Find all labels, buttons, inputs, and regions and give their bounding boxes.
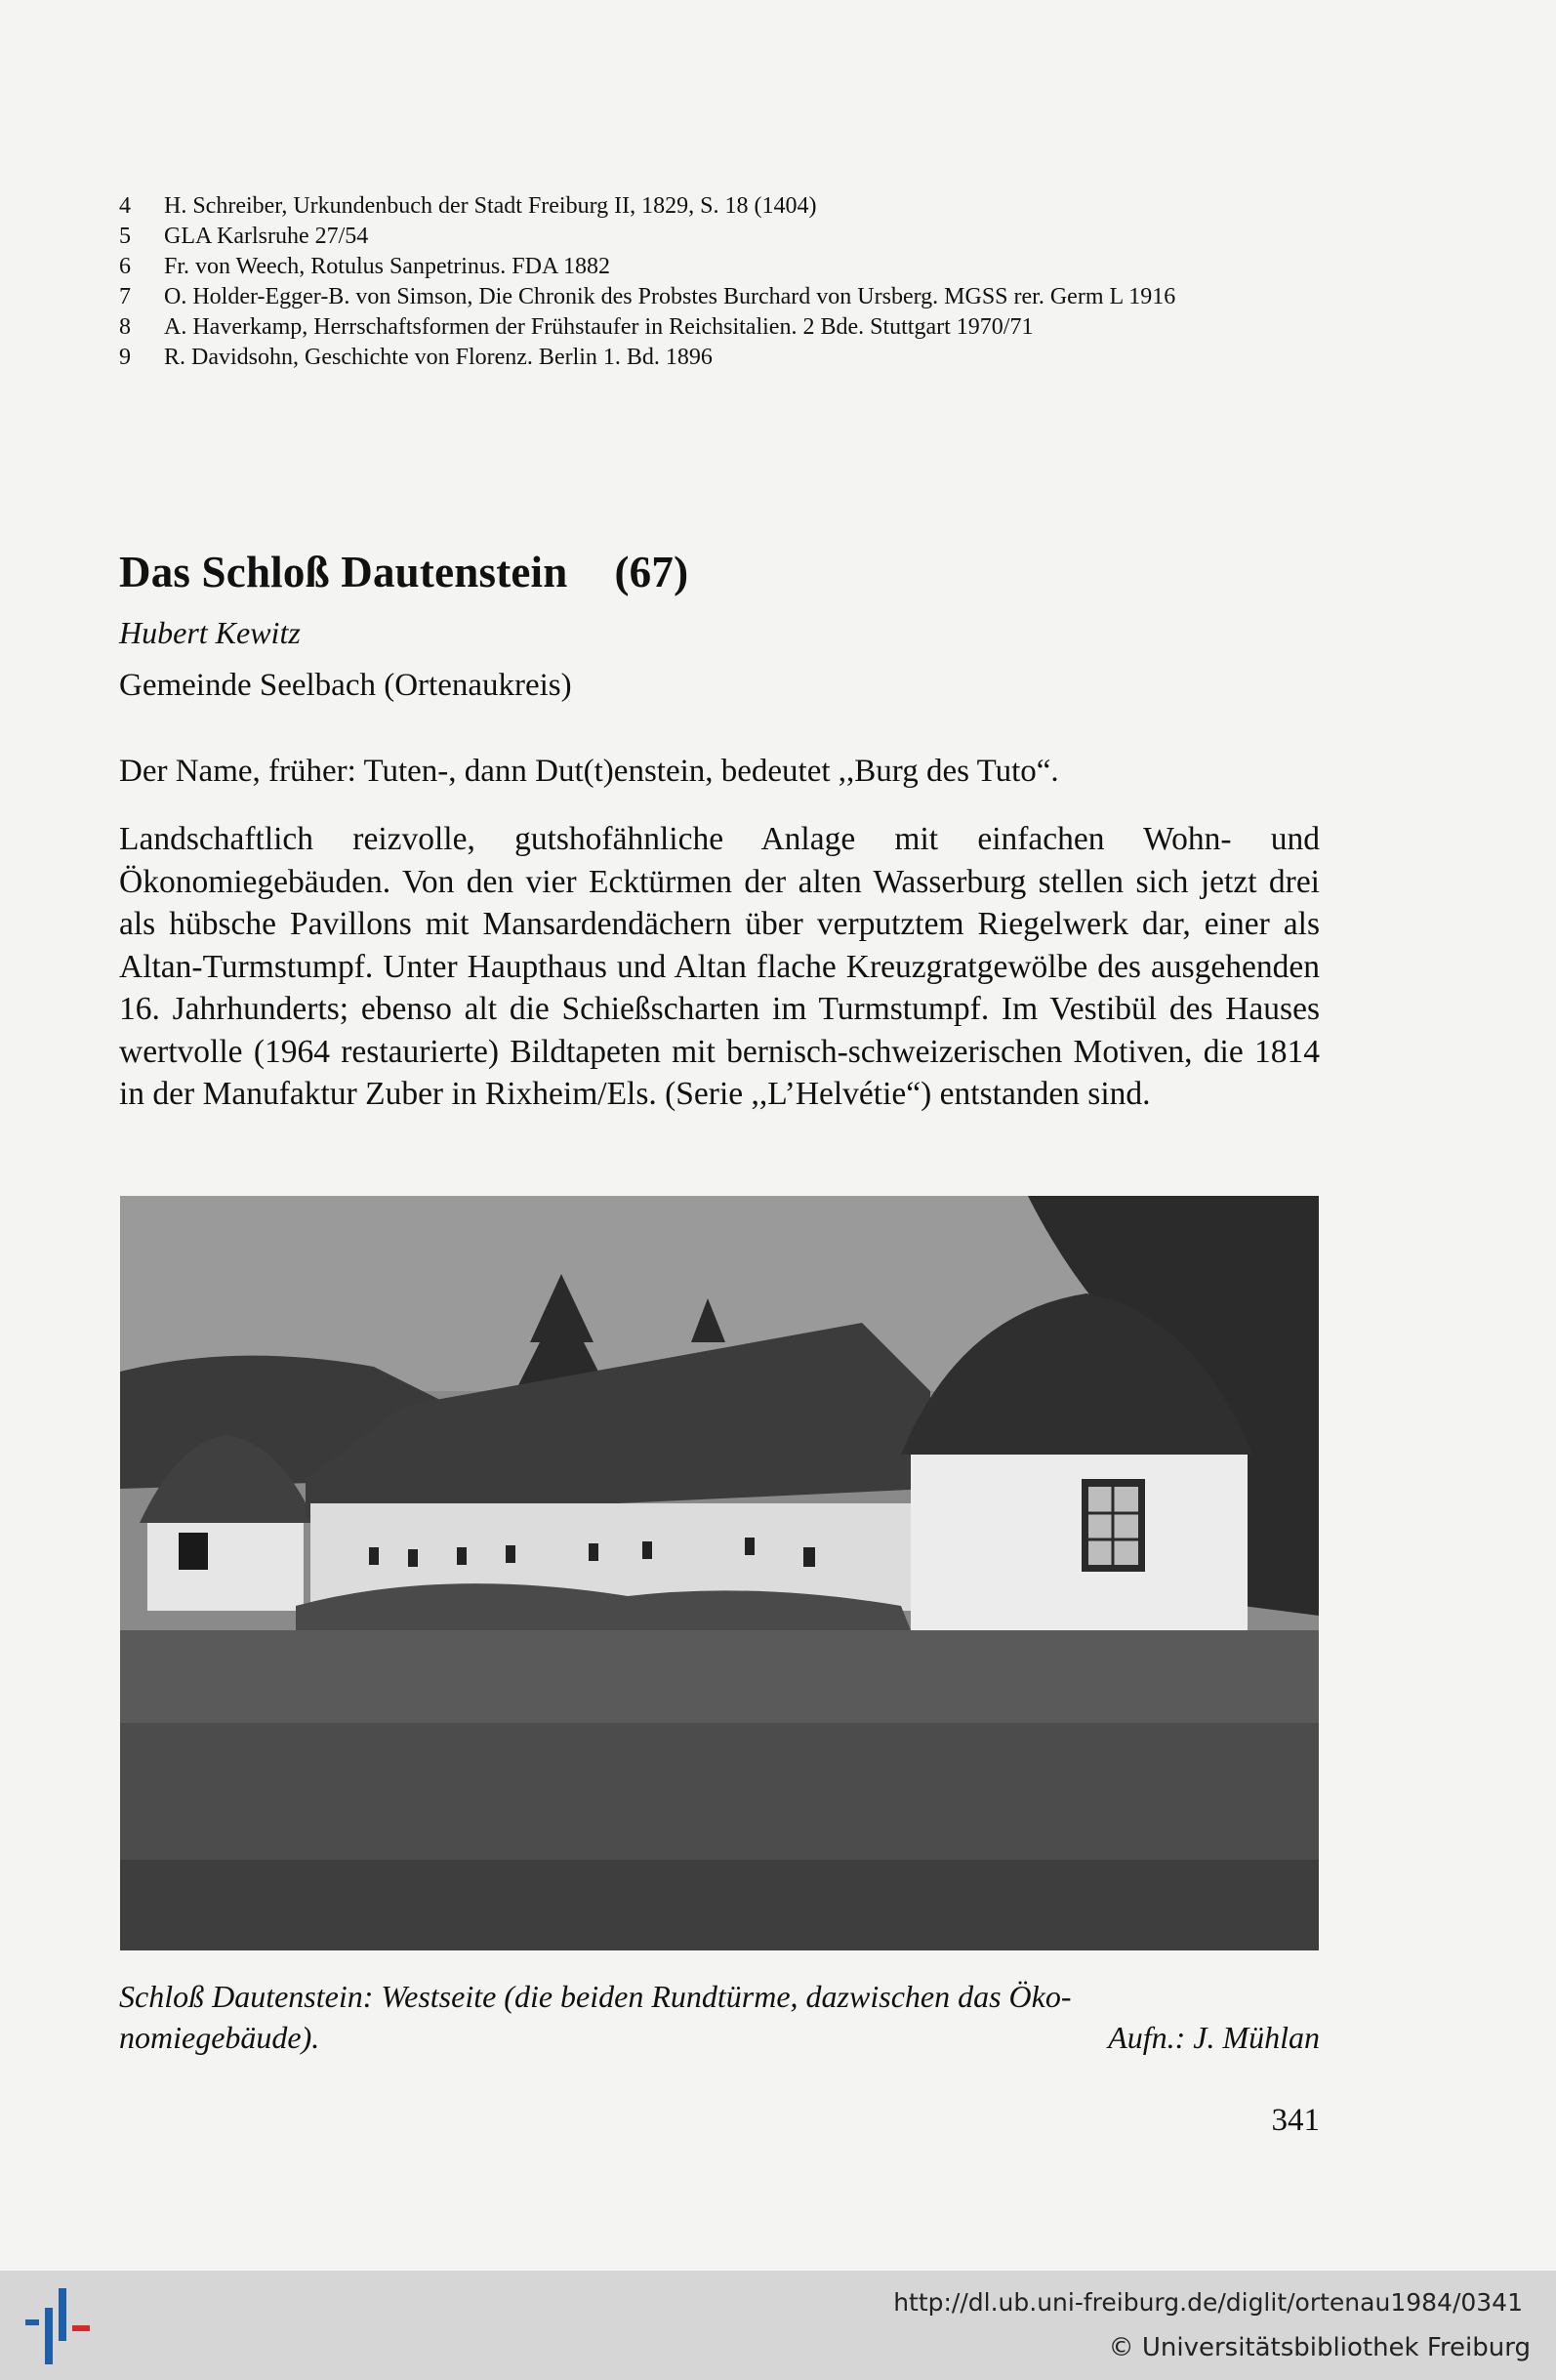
- castle-photo: [120, 1196, 1319, 1950]
- footnote-number: 8: [119, 314, 131, 340]
- footnote-text: R. Davidsohn, Geschichte von Florenz. Berlin 1. Bd. 1896: [164, 345, 713, 370]
- article-body: Landschaftlich reizvolle, gutshofähnliche Anlage mit einfachen Wohn- und Ökonomiegebäuden. Von den vier Ecktürmen der alten Wasserburg stellen sich jetzt drei als hübsche Pavillons mit Mansardendächern über verputztem Riegelwerk dar, einer als Altan-Turmstumpf. Unter Haupthaus und Altan flache Kreuzgratgewölbe des ausgehenden 16. Jahrhunderts; ebenso alt die Schießscharten im Turmstumpf. Im Vestibül des Hauses wertvolle (1964 restaurierte) Bildtapeten mit bernisch-schweizerischen Motiven, die 1814 in der Manufaktur Zuber in Rixheim/Els. (Serie ,,L’Helvétie“) entstanden sind.: [119, 821, 1320, 1112]
- caption-line: [119, 2017, 1320, 2058]
- article-title: [119, 547, 688, 597]
- footnote-number: 9: [119, 345, 131, 370]
- document-url-link[interactable]: http://dl.ub.uni-freiburg.de/diglit/ortenau1984/0341: [893, 2288, 1523, 2317]
- footnote-number: 6: [119, 254, 131, 279]
- footnote-9: [119, 343, 1320, 373]
- copyright-notice: © Universitätsbibliothek Freiburg: [1108, 2333, 1531, 2362]
- footer-bar: [0, 2271, 1556, 2380]
- footnote-text: O. Holder-Egger-B. von Simson, Die Chronik des Probstes Burchard von Ursberg. MGSS rer. Germ L 1916: [164, 284, 1176, 309]
- article-name-origin: Der Name, früher: Tuten-, dann Dut(t)enstein, bedeutet ,,Burg des Tuto“.: [119, 754, 1059, 789]
- photo-caption: [119, 1976, 1320, 2058]
- footnote-text: Fr. von Weech, Rotulus Sanpetrinus. FDA 1882: [164, 254, 610, 279]
- caption-line-end: nomiegebäude).: [119, 2020, 320, 2055]
- library-logo-icon: [21, 2286, 100, 2371]
- footnote-text: GLA Karlsruhe 27/54: [164, 224, 369, 249]
- footnote-5: [119, 222, 1320, 252]
- article-title-text: Das Schloß Dautenstein: [119, 548, 568, 596]
- article-number: (67): [614, 548, 689, 596]
- footnote-number: 5: [119, 224, 131, 249]
- caption-line: Schloß Dautenstein: Westseite (die beiden Rundtürme, dazwischen das Öko-: [119, 1979, 1072, 2014]
- article-municipality: Gemeinde Seelbach (Ortenaukreis): [119, 668, 572, 703]
- article-author: Hubert Kewitz: [119, 615, 301, 650]
- photo-credit: Aufn.: J. Mühlan: [1108, 2020, 1320, 2055]
- page-number: 341: [1271, 2103, 1320, 2138]
- footnote-text: H. Schreiber, Urkundenbuch der Stadt Freiburg II, 1829, S. 18 (1404): [164, 193, 817, 219]
- footnote-text: A. Haverkamp, Herrschaftsformen der Frühstaufer in Reichsitalien. 2 Bde. Stuttgart 1970/71: [164, 314, 1034, 340]
- footnotes: [119, 191, 1320, 373]
- footnote-8: [119, 312, 1320, 343]
- footnote-number: 4: [119, 193, 131, 219]
- footnote-7: [119, 282, 1320, 312]
- footnote-6: [119, 252, 1320, 282]
- footnote-number: 7: [119, 284, 131, 309]
- footnote-4: [119, 191, 1320, 222]
